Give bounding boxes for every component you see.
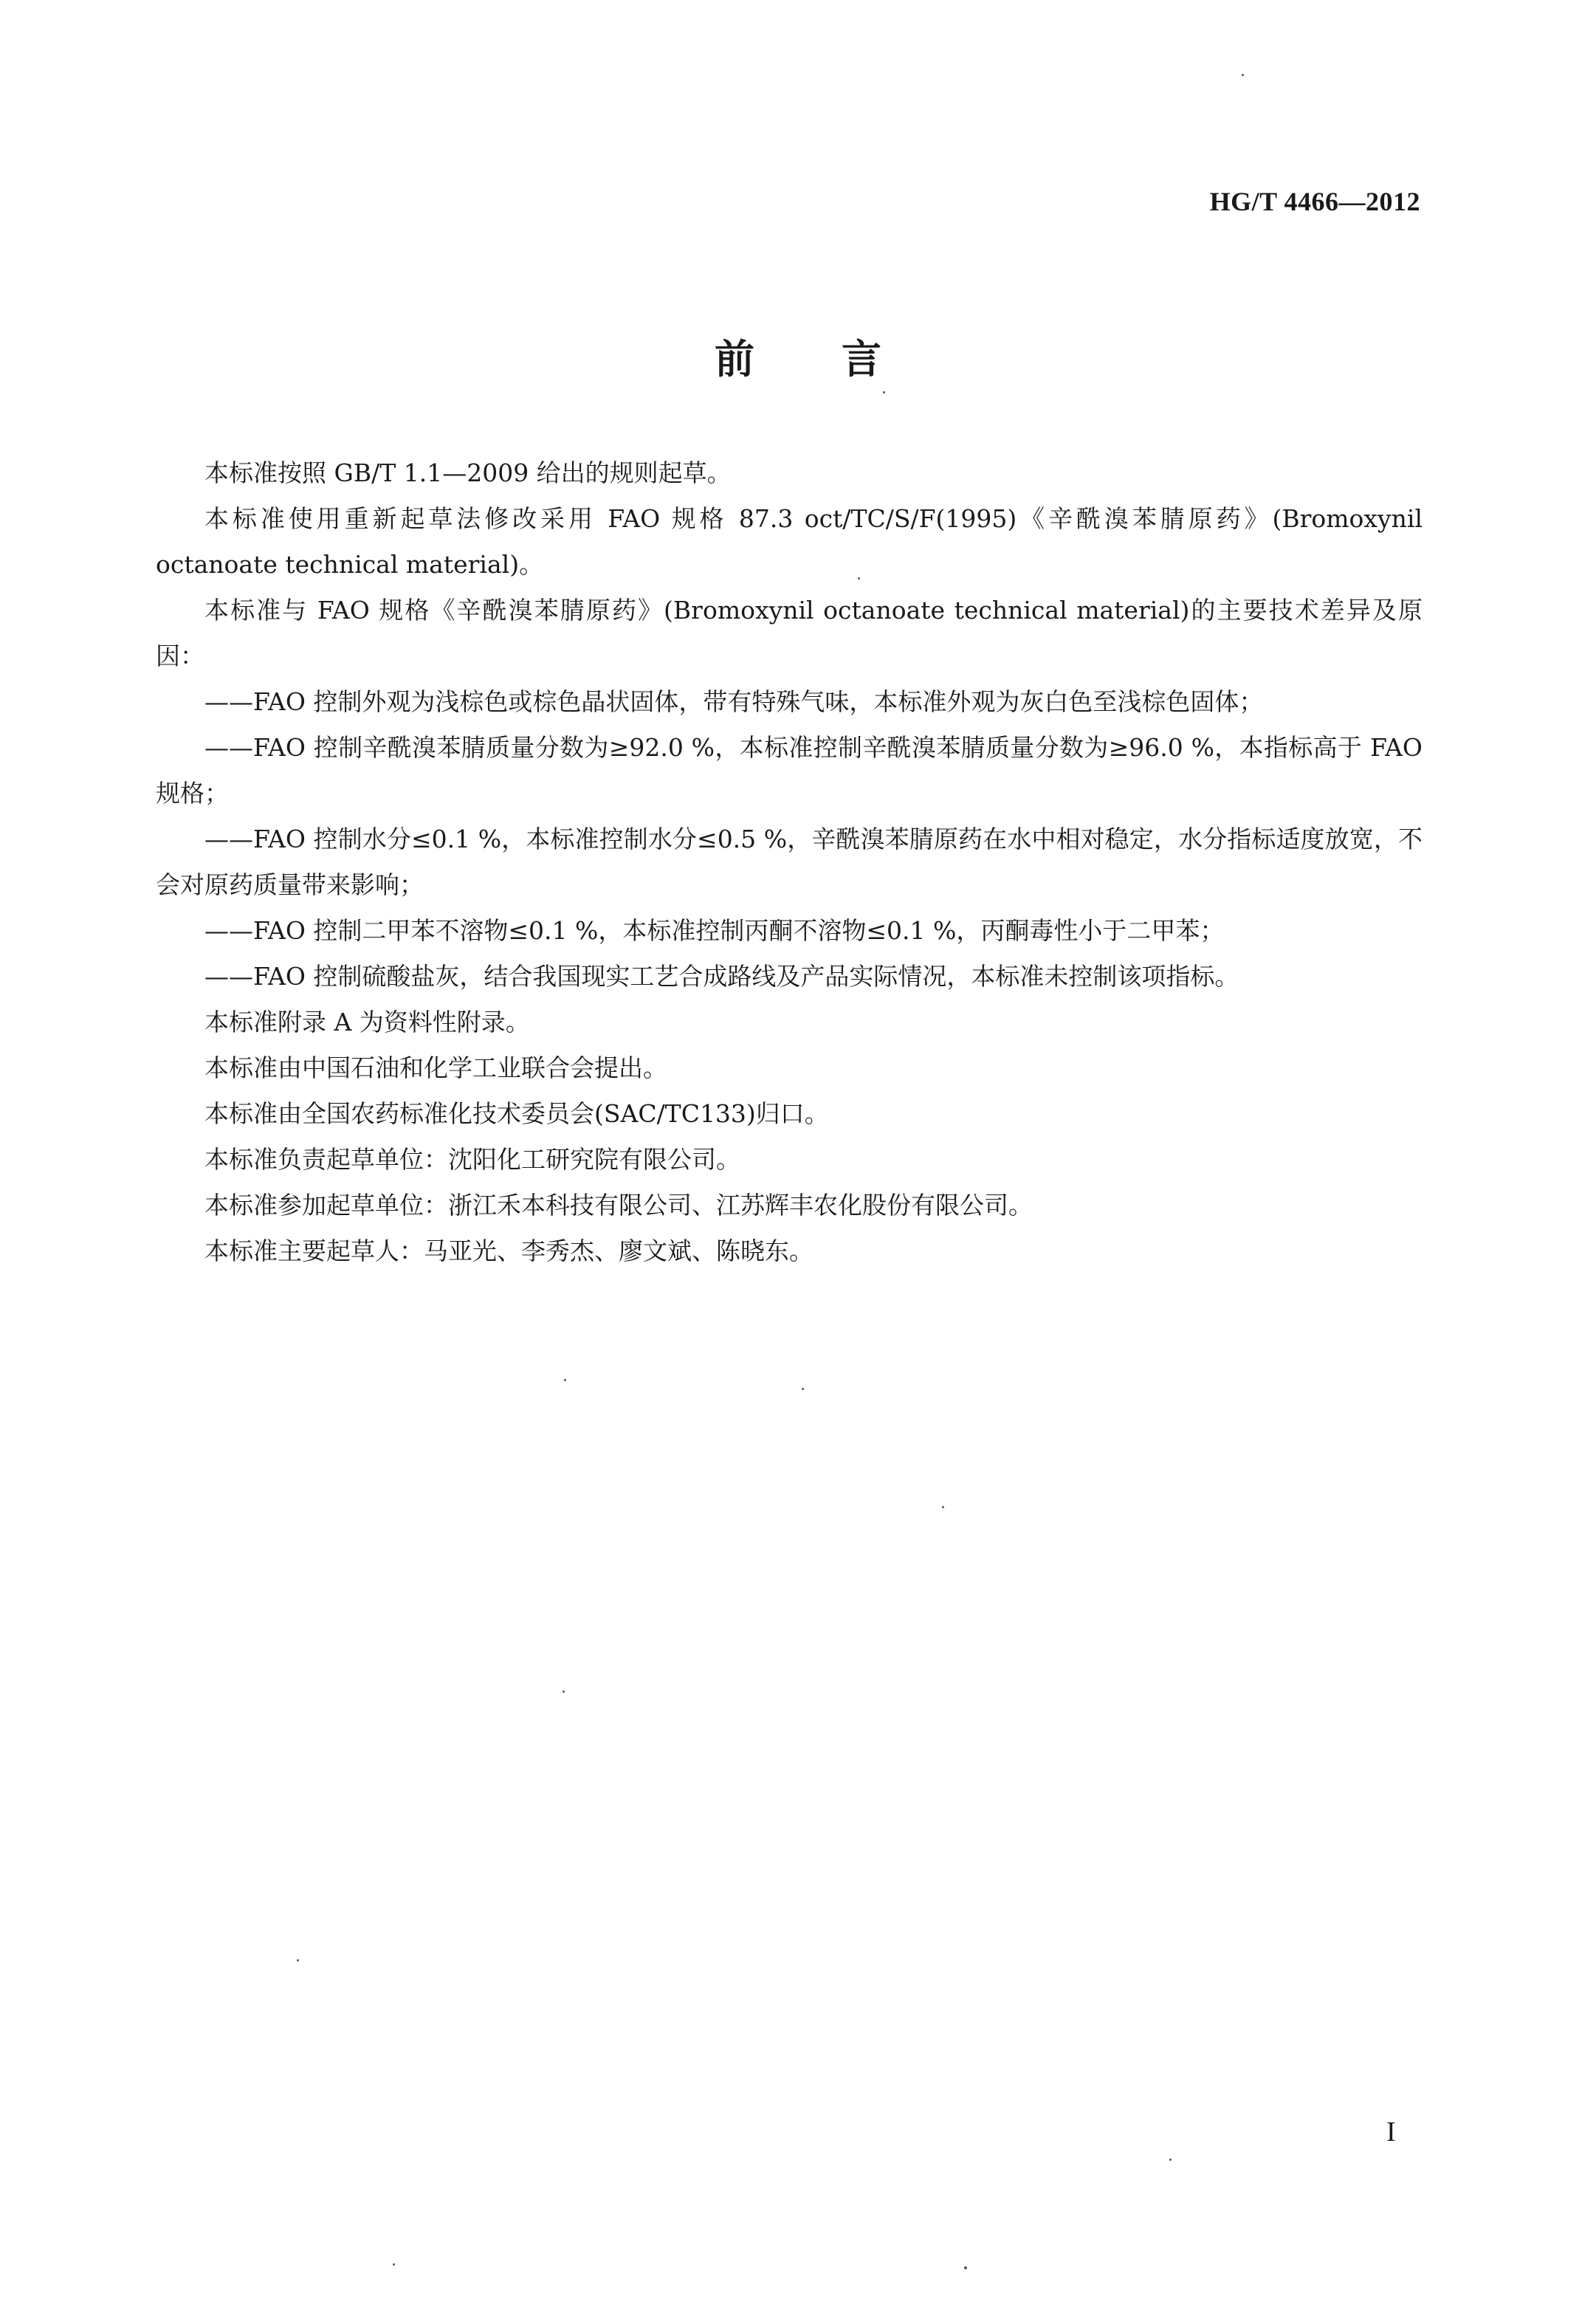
scan-speck	[393, 2263, 395, 2266]
paragraph-participating-drafters: 本标准参加起草单位：浙江禾本科技有限公司、江苏辉丰农化股份有限公司。	[204, 1191, 1033, 1220]
scan-speck	[1169, 2159, 1172, 2161]
paragraph-proposer: 本标准由中国石油和化学工业联合会提出。	[204, 1053, 667, 1082]
standard-code: HG/T 4466—2012	[1209, 187, 1420, 216]
scan-speck	[563, 1691, 565, 1693]
page-number: I	[1386, 2116, 1396, 2147]
paragraph-drafting-rules: 本标准按照 GB/T 1.1—2009 给出的规则起草。	[204, 458, 732, 487]
difference-item-mass-fraction: ——FAO 控制辛酰溴苯腈质量分数为≥92.0 %，本标准控制辛酰溴苯腈质量分数为≥96.0 %，本指标高于 FAO 规格；	[156, 733, 1423, 808]
scan-speck	[858, 577, 860, 580]
difference-item-sulfate-ash: ——FAO 控制硫酸盐灰，结合我国现实工艺合成路线及产品实际情况，本标准未控制该项指标。	[204, 962, 1239, 991]
paragraph-differences-intro: 本标准与 FAO 规格《辛酰溴苯腈原药》(Bromoxynil octanoate technical material)的主要技术差异及原因：	[156, 596, 1423, 670]
scan-speck	[564, 1379, 566, 1381]
difference-item-insolubles: ——FAO 控制二甲苯不溶物≤0.1 %，本标准控制丙酮不溶物≤0.1 %，丙酮毒性小于二甲苯；	[204, 916, 1225, 945]
paragraph-adoption: 本标准使用重新起草法修改采用 FAO 规格 87.3 oct/TC/S/F(1995)《辛酰溴苯腈原药》(Bromoxynil octanoate technical material)。	[156, 504, 1423, 579]
paragraph-annex: 本标准附录 A 为资料性附录。	[204, 1008, 530, 1036]
foreword-body	[156, 450, 1423, 1274]
scan-speck	[1242, 74, 1244, 76]
scan-speck	[883, 391, 885, 393]
scan-speck	[942, 1506, 944, 1508]
difference-item-appearance: ——FAO 控制外观为浅棕色或棕色晶状固体，带有特殊气味，本标准外观为灰白色至浅棕色固体；	[204, 687, 1264, 716]
paragraph-committee: 本标准由全国农药标准化技术委员会(SAC/TC133)归口。	[204, 1099, 829, 1128]
scan-speck	[297, 1959, 299, 1961]
paragraph-lead-drafter: 本标准负责起草单位：沈阳化工研究院有限公司。	[204, 1145, 740, 1174]
scan-speck	[964, 2266, 967, 2269]
difference-item-water: ——FAO 控制水分≤0.1 %，本标准控制水分≤0.5 %，辛酰溴苯腈原药在水中相对稳定，水分指标适度放宽，不会对原药质量带来影响；	[156, 825, 1423, 899]
page-title: 前言	[715, 336, 969, 382]
paragraph-main-drafters: 本标准主要起草人：马亚光、李秀杰、廖文斌、陈晓东。	[204, 1237, 814, 1265]
scan-speck	[802, 1388, 804, 1390]
